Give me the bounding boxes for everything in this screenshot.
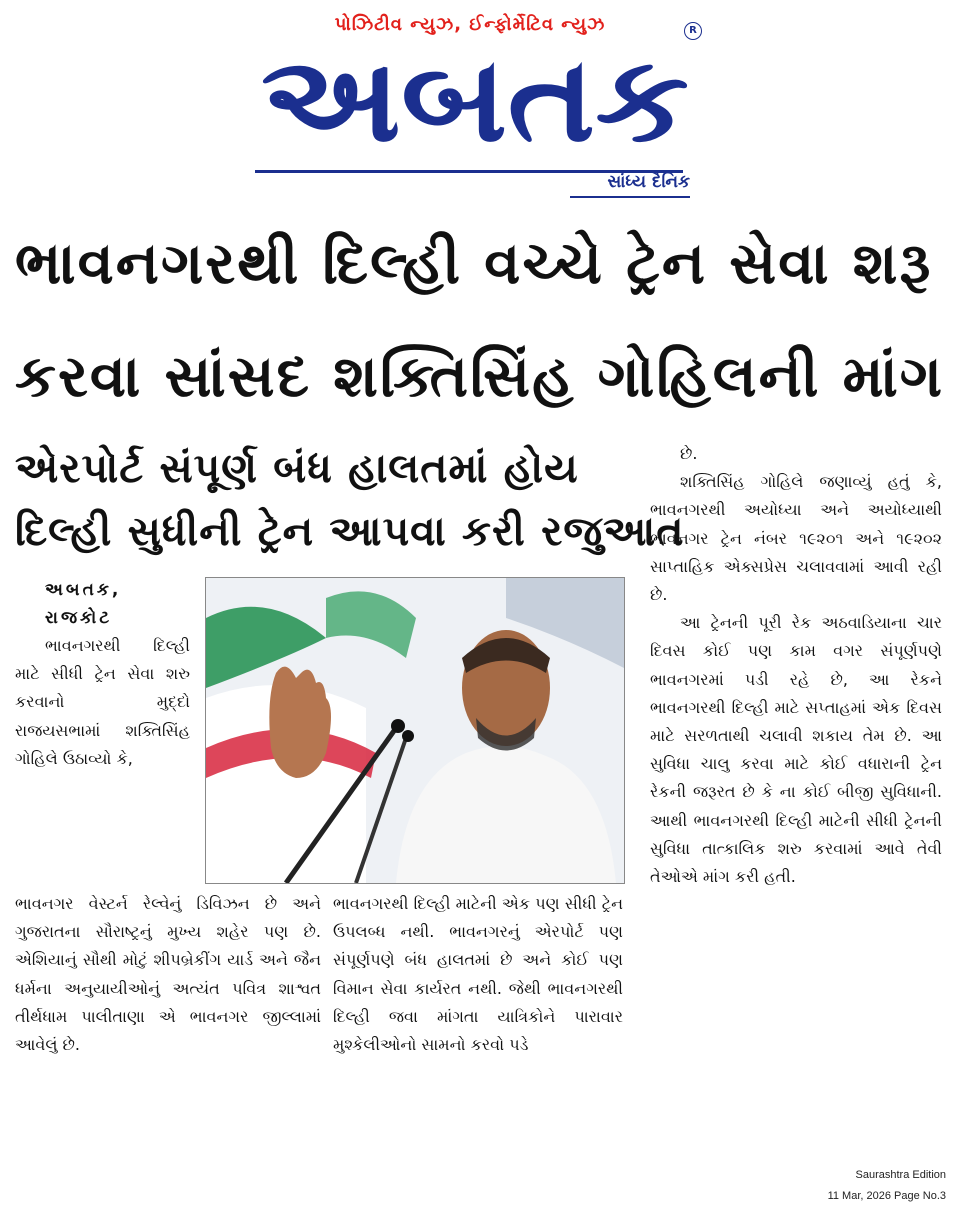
article-column-1-top: [15, 576, 190, 773]
masthead-tagline: પોઝિટીવ ન્યુઝ, ઈન્ફોર્મેટિવ ન્યુઝ: [334, 14, 606, 35]
body-paragraph-5: આ ટ્રેનની પૂરી રેક અઠવાડિયાના ચાર દિવસ કોઈ પણ કામ વગર સંપૂર્ણપણે ભાવનગરમાં પડી રહે છે, આ રેકને ભાવનગરથી દિલ્હી માટે સપ્તાહમાં એક દિવસ માટે સરળતાથી ચલાવી શકાય તેમ છે. આ સુવિધા ચાલુ કરવા માટે કોઈ વધારાની ટ્રેન રેકની જરૂરત છે કે ના કોઈ બીજી સુવિધાની. આથી ભાવનગરથી દિલ્હી માટેની સીધી ટ્રેનની સુવિધા તાત્કાલિક શરુ કરવામાં આવે તેવી તેઓએ માંગ કરી હતી.: [650, 613, 942, 887]
speaker-photo-illustration: [206, 578, 624, 883]
body-paragraph-4: શક્તિસિંહ ગોહિલે જણાવ્યું હતું કે, ભાવનગરથી અયોધ્યા અને અયોધ્યાથી ભાવનગર ટ્રેન નંબર ૧૯૨૦૧ અને ૧૯૨૦૨ સાપ્તાહિક એક્સપ્રેસ ચલાવવામાં આવી રહી છે.: [650, 472, 942, 605]
registered-mark: R: [684, 22, 702, 40]
article-column-1-bottom: [15, 890, 321, 1059]
article-column-3: [650, 440, 942, 891]
subheadline-line-2: દિલ્હી સુધીની ટ્રેન આપવા કરી રજુઆત: [15, 507, 685, 555]
body-paragraph-3: ભાવનગરથી દિલ્હી માટેની એક પણ સીધી ટ્રેન ઉપલબ્ધ નથી. ભાવનગરનું એરપોર્ટ પણ સંપૂર્ણપણે બંધ હાલતમાં છે અને કોઈ પણ વિમાન સેવા કાર્યરત નથી. જેથી ભાવનગરથી દિલ્હી જવા માંગતા યાત્રિકોને પારાવાર મુશ્કેલીઓનો સામનો કરવો પડે: [333, 894, 623, 1055]
logo-text: અબતક: [261, 36, 689, 154]
article-column-2: [333, 890, 623, 1059]
subheadline-line-1: એરપોર્ટ સંપૂર્ણ બંધ હાલતમાં હોય: [15, 444, 579, 492]
date-and-page: 11 Mar, 2026 Page No.3: [827, 1190, 946, 1202]
byline-city: રાજકોટ: [45, 608, 113, 628]
edition-underline: [570, 196, 690, 198]
headline-line-1: ભાવનગરથી દિલ્હી વચ્ચે ટ્રેન સેવા શરૂ: [15, 229, 933, 297]
body-paragraph-1: ભાવનગરથી દિલ્હી માટે સીધી ટ્રેન સેવા શરુ કરવાનો મુદ્દો રાજયસભામાં શક્તિસિંહ ગોહિલે ઉઠાવ્યો કે,: [15, 636, 190, 768]
article-photo: [205, 577, 625, 884]
byline-agency: અબતક,: [45, 580, 122, 600]
edition-name: Saurashtra Edition: [855, 1169, 946, 1181]
newspaper-logo: [255, 36, 695, 154]
body-paragraph-2: ભાવનગર વેસ્ટર્ન રેલ્વેનું ડિવિઝન છે અને ગુજરાતના સૌરાષ્ટ્રનું મુખ્ય શહેર પણ છે. એશિયાનું સૌથી મોટું શીપબ્રેકીંગ યાર્ડ અને જૈન ધર્મના અનુયાયીઓનું અત્યંત પવિત્ર શાશ્વત તીર્થધામ પાલીતાણા એ ભાવનગર જીલ્લામાં આવેલું છે.: [15, 894, 321, 1055]
edition-label: સાંધ્ય દૈનિક: [607, 172, 690, 192]
headline-line-2: કરવા સાંસદ શક્તિસિંહ ગોહિલની માંગ: [15, 342, 945, 410]
body-carryover: છે.: [680, 444, 698, 463]
